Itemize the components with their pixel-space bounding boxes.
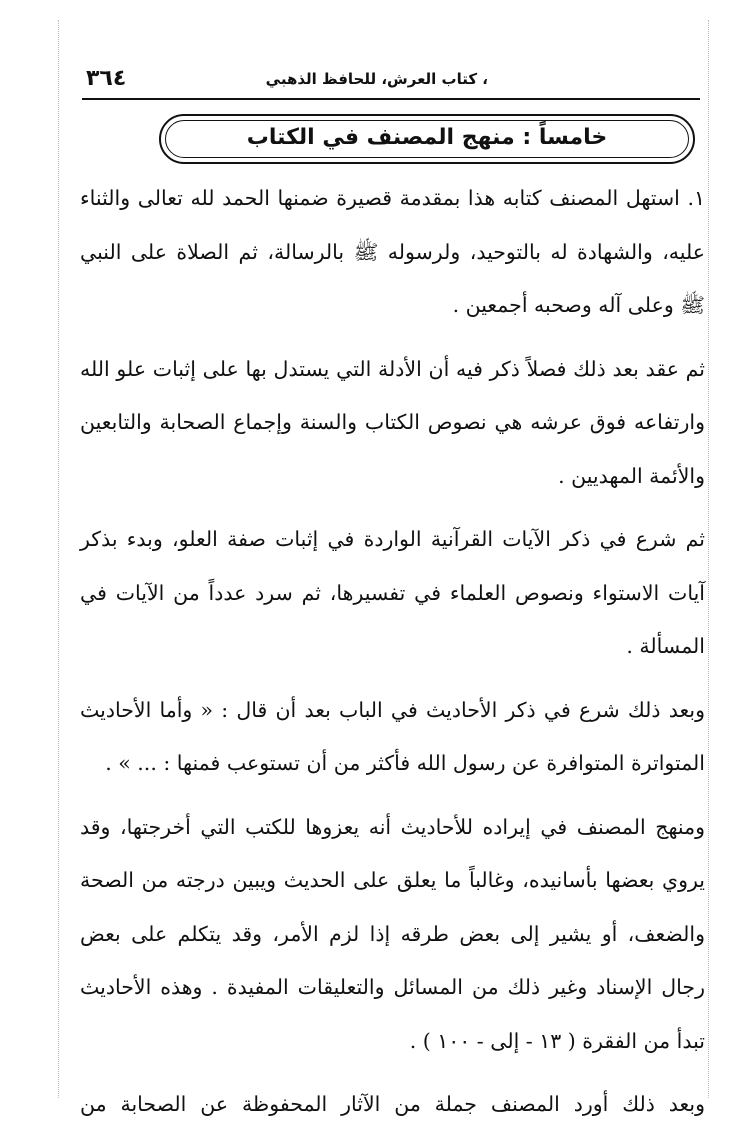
body-text — [80, 172, 705, 1132]
running-header — [82, 62, 700, 98]
header-rule — [82, 98, 700, 100]
paragraph-hadith-intro: وبعد ذلك شرع في ذكر الأحاديث في الباب بعد أن قال : « وأما الأحاديث المتواترة المتوافرة عن رسول الله فأكثر من أن تستوعب فمنها : ... » . — [80, 697, 705, 775]
page-number: ٣٦٤ — [86, 66, 127, 91]
left-margin-dotted-line — [58, 20, 59, 1098]
paragraph-quranic-verses: ثم شرع في ذكر الآيات القرآنية الواردة في إثبات صفة العلو، وبدء بذكر آيات الاستواء ونصوص العلماء في تفسيرها، ثم سرد عدداً من الآيات في المسألة . — [80, 527, 705, 658]
running-header-title: ، كتاب العرش، للحافظ الذهبي — [265, 70, 488, 88]
paragraph-companion-narrations: وبعد ذلك أورد المصنف جملة من الآثار المحفوظة عن الصحابة من — [80, 1092, 705, 1116]
right-margin-dotted-line — [708, 20, 709, 1098]
paragraph-hadith-method: ومنهج المصنف في إيراده للأحاديث أنه يعزوها للكتب التي أخرجتها، وقد يروي بعضها بأسانيده، وغالباً ما يعلق على الحديث ويبين درجته من الصحة والضعف، أو يشير إلى بعض طرقه إذا لزم الأمر، وقد يتكلم على بعض رجال الإسناد وغير ذلك من المسائل والتعليقات المفيدة . وهذه الأحاديث تبدأ من الفقرة ( ١٣ - إلى - ١٠٠ ) . — [80, 814, 705, 1053]
section-title: خامساً : منهج المصنف في الكتاب — [246, 125, 608, 150]
paragraph-introduction: ١. استهل المصنف كتابه هذا بمقدمة قصيرة ضمنها الحمد لله تعالى والثناء عليه، والشهادة له بالتوحيد، ولرسوله ﷺ بالرسالة، ثم الصلاة على النبي ﷺ وعلى آله وصحبه أجمعين . — [80, 186, 705, 317]
paragraph-evidence-chapter: ثم عقد بعد ذلك فصلاً ذكر فيه أن الأدلة التي يستدل بها على إثبات علو الله وارتفاعه فوق عرشه هي نصوص الكتاب والسنة وإجماع الصحابة والتابعين والأئمة المهديين . — [80, 356, 705, 488]
section-title-frame — [159, 114, 695, 164]
